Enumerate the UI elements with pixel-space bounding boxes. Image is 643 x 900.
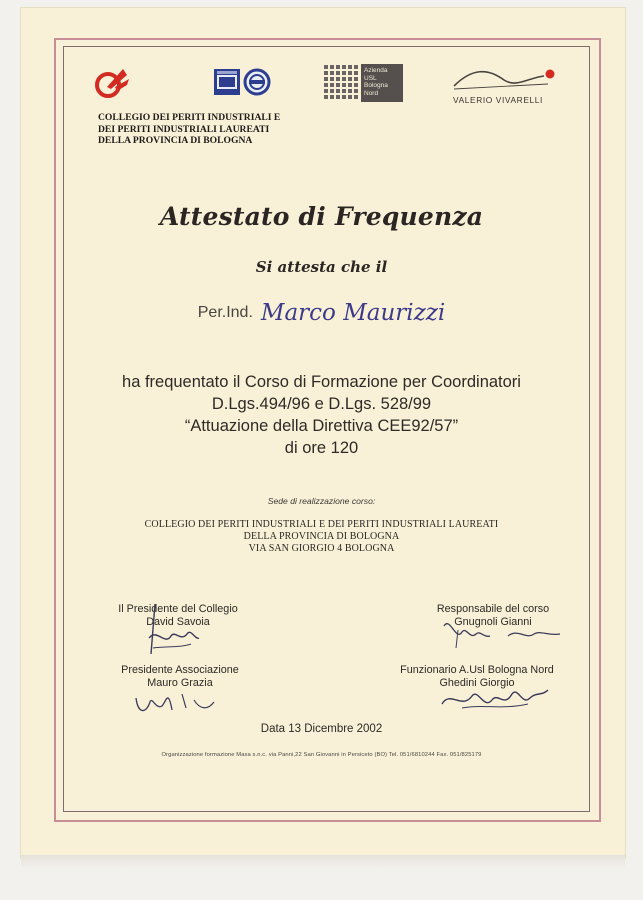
signature-role: Funzionario A.Usl Bologna Nord bbox=[400, 664, 554, 676]
usl-label-box bbox=[361, 64, 403, 102]
signature-person: Ghedini Giorgio bbox=[439, 677, 515, 689]
recipient-prefix: Per.Ind. bbox=[197, 304, 253, 321]
vivarelli-logo-icon bbox=[452, 62, 557, 90]
certificate-subtitle: Si attesta che il bbox=[255, 258, 388, 276]
issuer-line: COLLEGIO DEI PERITI INDUSTRIALI E bbox=[98, 112, 281, 123]
course-line: di ore 120 bbox=[284, 439, 359, 457]
signature-mark-usl-officer bbox=[432, 676, 552, 716]
venue-block bbox=[0, 519, 643, 555]
signature-role: Responsabile del corso bbox=[436, 603, 550, 615]
issue-date: Data 13 Dicembre 2002 bbox=[260, 723, 383, 735]
signature-mark-president bbox=[135, 598, 205, 658]
recipient-name: Marco Maurizzi bbox=[260, 300, 446, 326]
course-line: D.Lgs.494/96 e D.Lgs. 528/99 bbox=[211, 395, 432, 413]
collegio-logo-icon bbox=[93, 65, 133, 103]
course-description bbox=[0, 371, 643, 459]
usl-line: Nord bbox=[364, 89, 379, 97]
scan-shadow bbox=[21, 855, 625, 869]
usl-line: USL bbox=[364, 74, 377, 82]
usl-logo bbox=[324, 64, 404, 102]
venue-line: VIA SAN GIORGIO 4 BOLOGNA bbox=[248, 543, 395, 554]
signature-person: Mauro Grazia bbox=[147, 677, 213, 689]
certificate-title: Attestato di Frequenza bbox=[159, 202, 484, 231]
usl-grid-icon bbox=[324, 64, 360, 102]
signature-role: Il Presidente del Collegio bbox=[118, 603, 238, 615]
organizer-footer: Organizzazione formazione Maxa s.n.c. via Panni,22 San Giovanni in Persiceto (BO) Tel. 051/6810244 Fax. 051/825179 bbox=[161, 752, 482, 758]
signature-person: Gnugnoli Gianni bbox=[454, 616, 532, 628]
usl-line: Bologna bbox=[364, 82, 388, 89]
recipient-row bbox=[0, 300, 643, 326]
issuer-line: DEI PERITI INDUSTRIALI LAUREATI bbox=[98, 123, 270, 135]
venue-line: DELLA PROVINCIA DI BOLOGNA bbox=[243, 531, 400, 542]
course-line: “Attuazione della Direttiva CEE92/57” bbox=[184, 417, 459, 435]
issuer-line: DELLA PROVINCIA DI BOLOGNA bbox=[98, 135, 253, 146]
issuer-block bbox=[98, 112, 328, 147]
signature-person: David Savoia bbox=[146, 616, 210, 628]
course-line: ha frequentato il Corso di Formazione per Coordinatori bbox=[122, 373, 521, 391]
certification-marks-icon bbox=[213, 68, 273, 96]
signature-mark-course-manager bbox=[428, 612, 568, 652]
usl-line: Azienda bbox=[364, 67, 388, 74]
signature-mark-association bbox=[130, 680, 220, 720]
vivarelli-caption: VALERIO VIVARELLI bbox=[453, 95, 543, 105]
venue-label: Sede di realizzazione corso: bbox=[267, 496, 376, 506]
signature-role: Presidente Associazione bbox=[121, 664, 239, 676]
venue-line: COLLEGIO DEI PERITI INDUSTRIALI E DEI PERITI INDUSTRIALI LAUREATI bbox=[144, 519, 499, 530]
